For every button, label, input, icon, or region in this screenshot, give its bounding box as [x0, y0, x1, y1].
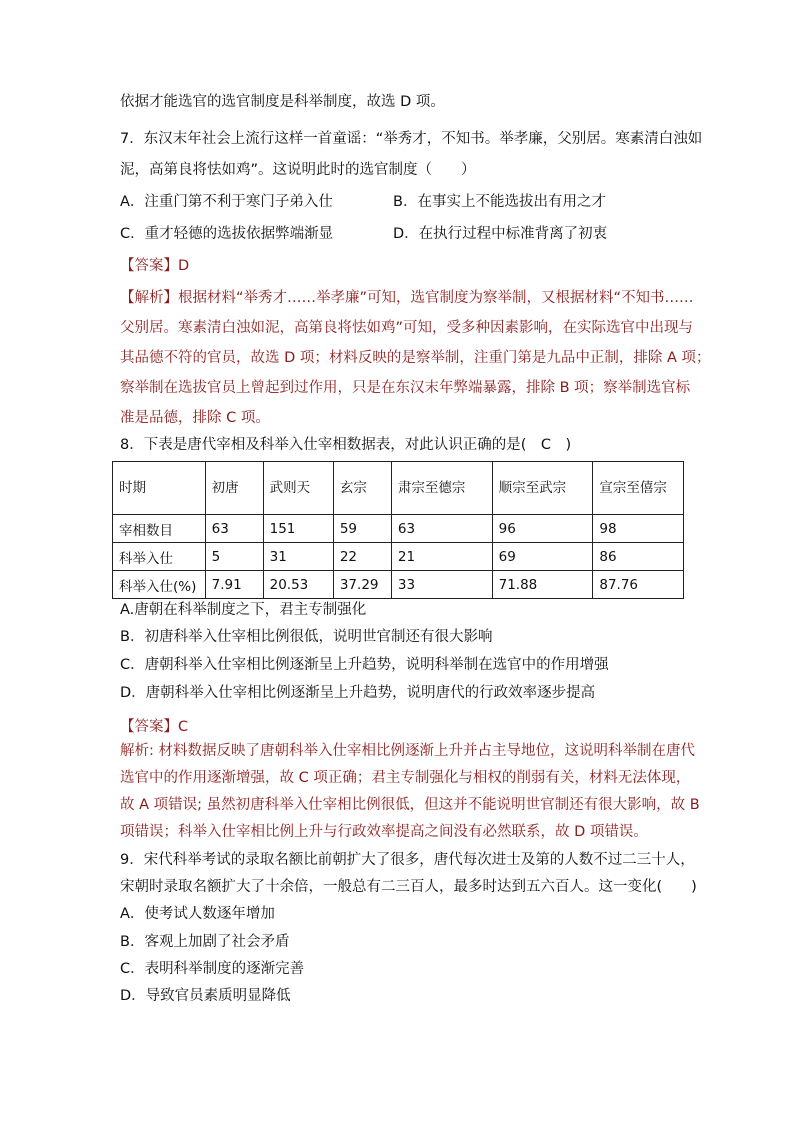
question-7-stem-line2: 泥，高第良将怯如鸡”。这说明此时的选官制度（ ）: [120, 162, 476, 178]
question-8-analysis-line: 故 A 项错误; 虽然初唐科举入仕宰相比例很低，但这并不能说明世官制还有很大影响，故 B: [120, 797, 700, 813]
table-header-cell: 肃宗至德宗: [391, 462, 492, 515]
table-cell: 69: [492, 543, 593, 571]
table-cell: 86: [593, 543, 684, 571]
question-7-option-b: B．在事实上不能选拔出有用之才: [393, 194, 606, 210]
question-9-option-b: B．客观上加剧了社会矛盾: [120, 934, 290, 950]
table-header-cell: 武则天: [263, 462, 333, 515]
question-7-analysis-line: 准是品德，排除 C 项。: [120, 410, 270, 426]
table-cell: 5: [205, 543, 263, 571]
table-cell: 59: [333, 515, 391, 543]
table-cell: 22: [333, 543, 391, 571]
table-cell: 20.53: [263, 571, 333, 599]
table-cell: 科举入仕(%): [113, 571, 206, 599]
table-cell: 31: [263, 543, 333, 571]
question-8-analysis-line: 解析: 材料数据反映了唐朝科举入仕宰相比例逐渐上升并占主导地位，这说明科举制在唐代: [120, 743, 695, 759]
question-8-option-d: D．唐朝科举入仕宰相比例逐渐呈上升趋势，说明唐代的行政效率逐步提高: [120, 685, 596, 701]
question-7-analysis-line: 父别居。寒素清白浊如泥，高第良将怯如鸡”可知，受多种因素影响，在实际选官中出现与: [120, 320, 694, 336]
data-table: [112, 461, 684, 599]
table-header-cell: 宣宗至僖宗: [593, 462, 684, 515]
table-cell: 151: [263, 515, 333, 543]
table-row: [113, 571, 684, 599]
table-cell: 63: [205, 515, 263, 543]
question-9-option-a: A．使考试人数逐年增加: [120, 906, 275, 922]
question-8-analysis-line: 选官中的作用逐渐增强，故 C 项正确；君主专制强化与相权的削弱有关，材料无法体现，: [120, 770, 691, 786]
question-8-option-b: B．初唐科举入仕宰相比例很低，说明世官制还有很大影响: [120, 629, 493, 645]
question-7-analysis-line: 察举制在选拔官员上曾起到过作用，只是在东汉末年弊端暴露，排除 B 项；察举制选官标: [120, 380, 691, 396]
table-cell: 71.88: [492, 571, 593, 599]
question-7-answer: 【答案】D: [120, 258, 190, 274]
question-7-analysis-line: 【解析】根据材料“举秀才……举孝廉”可知，选官制度为察举制，又根据材料“不知书……: [120, 290, 694, 306]
table-cell: 科举入仕: [113, 543, 206, 571]
question-9-option-c: C．表明科举制度的逐渐完善: [120, 961, 305, 977]
question-7-stem-line1: 7．东汉末年社会上流行这样一首童谣：“举秀才，不知书。举孝廉，父别居。寒素清白浊如: [120, 131, 703, 147]
table-header-cell: 初唐: [205, 462, 263, 515]
question-8-option-c: C．唐朝科举入仕宰相比例逐渐呈上升趋势，说明科举制在选官中的作用增强: [120, 657, 609, 673]
question-9-stem-line1: 9．宋代科举考试的录取名额比前朝扩大了很多，唐代每次进士及第的人数不过二三十人，: [120, 852, 695, 868]
question-9-option-d: D．导致官员素质明显降低: [120, 988, 291, 1004]
intro-line: 依据才能选官的选官制度是科举制度，故选 D 项。: [120, 94, 445, 110]
question-7-option-d: D．在执行过程中标准背离了初衷: [393, 226, 608, 242]
question-7-analysis-line: 其品德不符的官员，故选 D 项；材料反映的是察举制，注重门第是九品中正制，排除 A 项；: [120, 350, 711, 366]
table-cell: 96: [492, 515, 593, 543]
table-cell: 宰相数目: [113, 515, 206, 543]
question-8-stem: 8．下表是唐代宰相及科举入仕宰相数据表，对此认识正确的是( C ): [120, 437, 572, 453]
table-header-cell: 玄宗: [333, 462, 391, 515]
question-9-stem-line2: 宋朝时录取名额扩大了十余倍，一般总有二三百人，最多时达到五六百人。这一变化( ): [120, 879, 697, 895]
table-cell: 63: [391, 515, 492, 543]
table-cell: 7.91: [205, 571, 263, 599]
table-row: [113, 515, 684, 543]
table-cell: 37.29: [333, 571, 391, 599]
question-8-option-a: A.唐朝在科举制度之下，君主专制强化: [120, 602, 367, 618]
table-header-row: [113, 462, 684, 515]
question-7-option-c: C．重才轻德的选拔依据弊端渐显: [120, 226, 334, 242]
question-8-answer: 【答案】C: [120, 719, 189, 735]
question-7-option-a: A．注重门第不利于寒门子弟入仕: [120, 194, 333, 210]
table-header-cell: 顺宗至武宗: [492, 462, 593, 515]
table-cell: 21: [391, 543, 492, 571]
table-cell: 33: [391, 571, 492, 599]
table-cell: 87.76: [593, 571, 684, 599]
question-8-analysis-line: 项错误；科举入仕宰相比例上升与行政效率提高之间没有必然联系，故 D 项错误。: [120, 824, 648, 840]
table-header-cell: 时期: [113, 462, 206, 515]
table-row: [113, 543, 684, 571]
table-cell: 98: [593, 515, 684, 543]
